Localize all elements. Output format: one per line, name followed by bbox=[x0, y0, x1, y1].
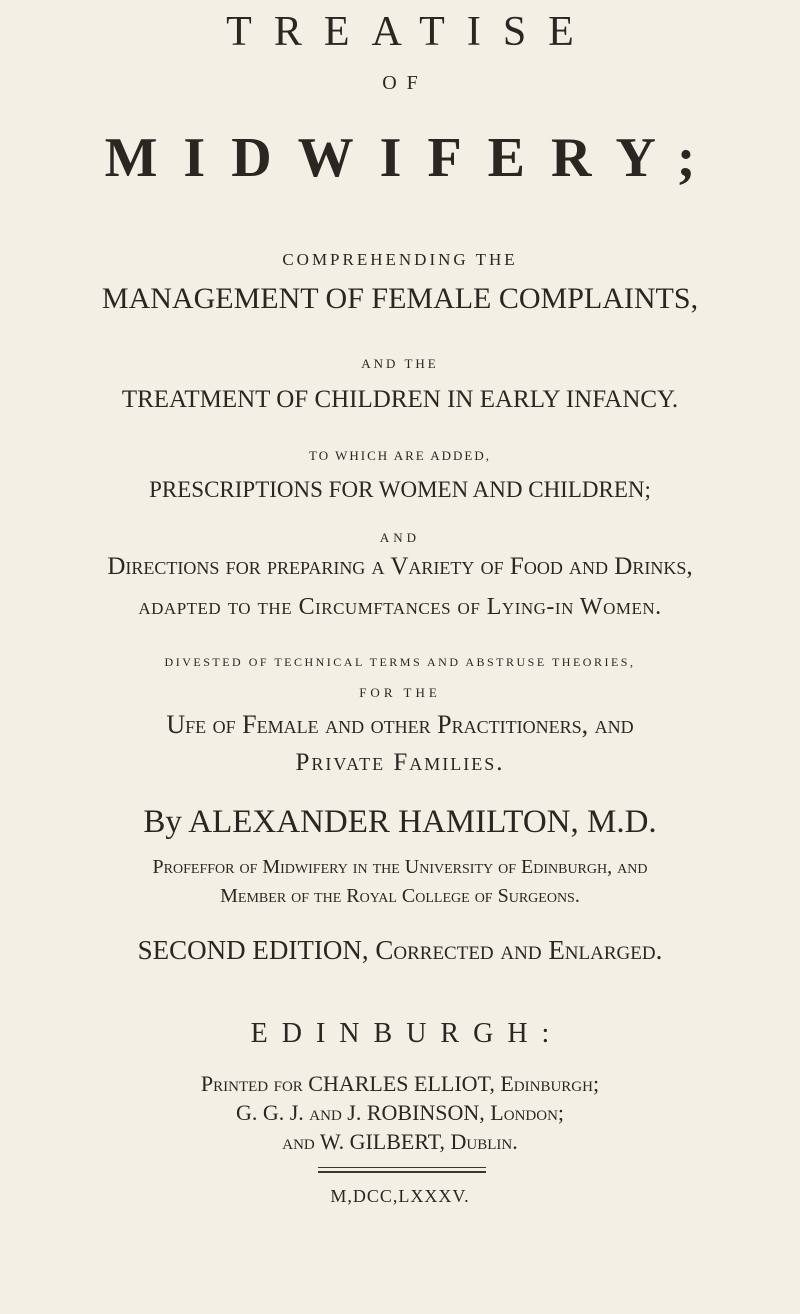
author-line: By ALEXANDER HAMILTON, M.D. bbox=[143, 804, 657, 840]
imprint-printer-2: G. G. J. and J. ROBINSON, London; bbox=[235, 1100, 565, 1125]
line-prescriptions: PRESCRIPTIONS FOR WOMEN AND CHILDREN; bbox=[149, 477, 651, 502]
edition-line: SECOND EDITION, Corrected and Enlarged. bbox=[137, 935, 663, 965]
line-for-the: FOR THE bbox=[359, 685, 441, 700]
line-and-the: AND THE bbox=[361, 356, 439, 371]
imprint-city: EDINBURGH: bbox=[250, 1018, 564, 1049]
imprint-printer-1: Printed for CHARLES ELLIOT, Edinburgh; bbox=[200, 1071, 600, 1096]
line-ufe: Ufe of Female and other Practitioners, and bbox=[166, 710, 634, 739]
line-directions: Directions for preparing a Variety of Food and Drinks, bbox=[107, 553, 693, 580]
line-adapted: adapted to the Circumftances of Lying-in Women. bbox=[138, 594, 662, 620]
divider-rule-thick bbox=[318, 1171, 486, 1173]
line-management: MANAGEMENT OF FEMALE COMPLAINTS, bbox=[101, 282, 699, 315]
heading-treatise: TREATISE bbox=[226, 9, 596, 55]
divider-rule-thin bbox=[318, 1167, 486, 1168]
author-title-professor: Profeffor of Midwifery in the University of Edinburgh, and bbox=[152, 856, 648, 878]
author-title-member: Member of the Royal College of Surgeons. bbox=[220, 885, 580, 907]
line-divested: DIVESTED OF TECHNICAL TERMS AND ABSTRUSE THEORIES, bbox=[164, 655, 636, 669]
line-treatment: TREATMENT OF CHILDREN IN EARLY INFANCY. bbox=[121, 386, 679, 413]
heading-of: OF bbox=[382, 72, 428, 94]
heading-midwifery: MIDWIFERY; bbox=[104, 127, 722, 189]
imprint-date: M,DCC,LXXXV. bbox=[330, 1186, 470, 1206]
line-and: AND bbox=[379, 530, 421, 545]
imprint-printer-3: and W. GILBERT, Dublin. bbox=[282, 1129, 518, 1154]
line-to-which: TO WHICH ARE ADDED, bbox=[309, 448, 491, 463]
line-private-families: Private Families. bbox=[295, 749, 505, 776]
line-comprehending: COMPREHENDING THE bbox=[282, 250, 518, 269]
